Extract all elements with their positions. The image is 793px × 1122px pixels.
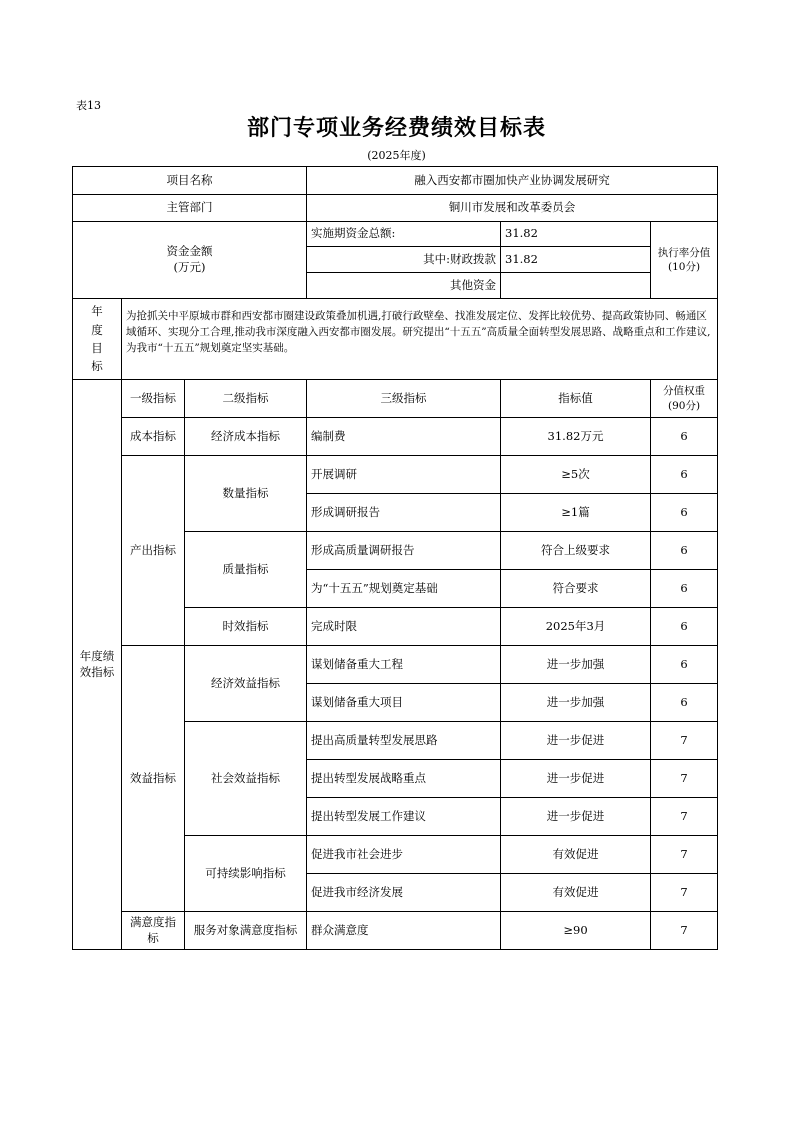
table-row-weight: 7: [651, 912, 718, 950]
table-row-weight: 7: [651, 760, 718, 798]
table-row-weight: 6: [651, 646, 718, 684]
table-row-value: 有效促进: [501, 874, 651, 912]
table-row-weight: 6: [651, 456, 718, 494]
funds-label-cell: [73, 222, 307, 299]
subgroup-timeliness: 时效指标: [185, 608, 307, 646]
table-row-l3: 谋划储备重大项目: [307, 684, 501, 722]
header-level3: 三级指标: [307, 380, 501, 418]
table-row-value: 进一步加强: [501, 684, 651, 722]
subgroup-econ-benefit: 经济效益指标: [185, 646, 307, 722]
table-row-l3: 形成调研报告: [307, 494, 501, 532]
exec-rate-score: (10分): [668, 261, 701, 273]
fiscal-label: 其中:财政拨款: [307, 247, 501, 273]
project-name: 融入西安都市圈加快产业协调发展研究: [307, 167, 718, 195]
table-row-l3: 为“十五五”规划奠定基础: [307, 570, 501, 608]
table-row-l3: 谋划储备重大工程: [307, 646, 501, 684]
table-row-l3: 促进我市经济发展: [307, 874, 501, 912]
table-row-weight: 6: [651, 494, 718, 532]
table-row-value: 进一步促进: [501, 798, 651, 836]
other-funds-value: [501, 273, 651, 299]
exec-rate-label: 执行率分值: [657, 246, 711, 259]
table-row-l3: 群众满意度: [307, 912, 501, 950]
table-row-l3: 形成高质量调研报告: [307, 532, 501, 570]
table-row-weight: 6: [651, 684, 718, 722]
table-row-l3: 编制费: [307, 418, 501, 456]
table-row-value: 符合上级要求: [501, 532, 651, 570]
table-row-l3: 完成时限: [307, 608, 501, 646]
header-level1: 一级指标: [122, 380, 185, 418]
goal-text: 为抢抓关中平原城市群和西安都市圈建设政策叠加机遇,打破行政壁垒、找准发展定位、发挥比较优势、提高政策协同、畅通区域循环、实现分工合理,推动我市深度融入西安都市圈发展。研究提出“十五五”高质量全面转型发展思路、战略重点和工作建议,为我市“十五五”规划奠定坚实基础。: [122, 299, 718, 380]
table-row-l3: 开展调研: [307, 456, 501, 494]
table-row-weight: 7: [651, 874, 718, 912]
subgroup-service-satisfaction: 服务对象满意度指标: [185, 912, 307, 950]
year-note: (2025年度): [367, 149, 426, 162]
perf-label: 年度绩效指标: [73, 380, 122, 950]
total-value: 31.82: [501, 222, 651, 247]
group-cost: 成本指标: [122, 418, 185, 456]
subgroup-sustain: 可持续影响指标: [185, 836, 307, 912]
table-row-weight: 7: [651, 722, 718, 760]
other-funds-label: 其他资金: [307, 273, 501, 299]
group-satisfaction: 满意度指标: [122, 912, 185, 950]
subgroup-social-benefit: 社会效益指标: [185, 722, 307, 836]
table-number: 表13: [76, 99, 101, 112]
header-weight: 分值权重 (90分): [651, 380, 718, 418]
total-label: 实施期资金总额:: [307, 222, 501, 247]
table-row-l3: 促进我市社会进步: [307, 836, 501, 874]
table-row-value: 31.82万元: [501, 418, 651, 456]
table-row-l3: 提出转型发展工作建议: [307, 798, 501, 836]
funds-label: 资金金额: [166, 244, 213, 259]
table-row-weight: 7: [651, 798, 718, 836]
table-row-value: 进一步促进: [501, 760, 651, 798]
project-name-label: 项目名称: [73, 167, 307, 195]
group-benefit: 效益指标: [122, 646, 185, 912]
subgroup-quantity: 数量指标: [185, 456, 307, 532]
table-row-value: 有效促进: [501, 836, 651, 874]
table-row-weight: 6: [651, 532, 718, 570]
dept-name: 铜川市发展和改革委员会: [307, 195, 718, 222]
goal-label: 年 度 目 标: [73, 299, 122, 380]
header-level2: 二级指标: [185, 380, 307, 418]
table-row-value: 进一步加强: [501, 646, 651, 684]
funds-unit: (万元): [173, 260, 206, 274]
table-row-weight: 7: [651, 836, 718, 874]
dept-label: 主管部门: [73, 195, 307, 222]
table-row-weight: 6: [651, 570, 718, 608]
table-row-value: ≥5次: [501, 456, 651, 494]
table-row-l3: 提出转型发展战略重点: [307, 760, 501, 798]
table-row-value: 2025年3月: [501, 608, 651, 646]
subgroup-econ-cost: 经济成本指标: [185, 418, 307, 456]
table-row-l3: 提出高质量转型发展思路: [307, 722, 501, 760]
page-title: 部门专项业务经费绩效目标表: [246, 115, 546, 141]
subgroup-quality: 质量指标: [185, 532, 307, 608]
table-row-weight: 6: [651, 418, 718, 456]
fiscal-value: 31.82: [501, 247, 651, 273]
header-value: 指标值: [501, 380, 651, 418]
group-output: 产出指标: [122, 456, 185, 646]
performance-table: [72, 166, 718, 950]
table-row-value: 符合要求: [501, 570, 651, 608]
table-row-value: 进一步促进: [501, 722, 651, 760]
table-row-value: ≥1篇: [501, 494, 651, 532]
table-row-weight: 6: [651, 608, 718, 646]
table-row-value: ≥90: [501, 912, 651, 950]
exec-rate-cell: [651, 222, 718, 299]
